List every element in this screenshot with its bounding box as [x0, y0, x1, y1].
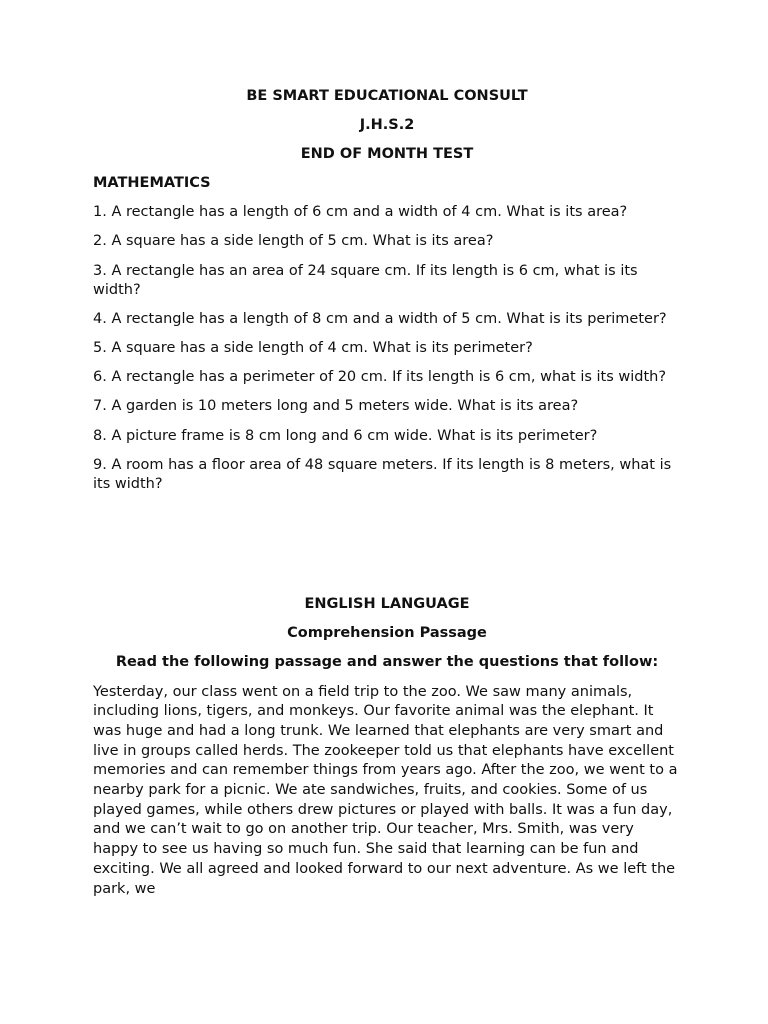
passage-instruction: Read the following passage and answer the questions that follow:: [115, 654, 659, 671]
section-spacer: [93, 504, 681, 595]
mathematics-heading: MATHEMATICS: [93, 175, 211, 192]
test-name: END OF MONTH TEST: [300, 146, 474, 163]
math-question: 7. A garden is 10 meters long and 5 meters wide. What is its area?: [93, 398, 579, 415]
math-question: 1. A rectangle has a length of 6 cm and a width of 4 cm. What is its area?: [93, 204, 628, 221]
math-question: 3. A rectangle has an area of 24 square cm. If its length is 6 cm, what is its width?: [93, 262, 638, 299]
english-heading: ENGLISH LANGUAGE: [304, 596, 470, 613]
math-question-list: [93, 203, 681, 494]
math-question: 9. A room has a floor area of 48 square meters. If its length is 8 meters, what is its width?: [93, 456, 672, 493]
math-question: 4. A rectangle has a length of 8 cm and a width of 5 cm. What is its perimeter?: [93, 311, 667, 328]
comprehension-passage: Yesterday, our class went on a field trip to the zoo. We saw many animals, including lions, tigers, and monkeys. Our favorite animal was the elephant. It was huge and had a long trunk. We learned that elephants are very smart and live in groups called herds. The zookeeper told us that elephants have excellent memories and can remember things from years ago. After the zoo, we went to a nearby park for a picnic. We ate sandwiches, fruits, and cookies. Some of us played games, while others drew pictures or played with balls. It was a fun day, and we can’t wait to go on another trip. Our teacher, Mrs. Smith, was very happy to see us having so much fun. She said that learning can be fun and exciting. We all agreed and looked forward to our next adventure. As we left the park, we: [93, 683, 678, 897]
math-question: 6. A rectangle has a perimeter of 20 cm. If its length is 6 cm, what is its width?: [93, 369, 667, 386]
math-question: 8. A picture frame is 8 cm long and 6 cm wide. What is its perimeter?: [93, 427, 598, 444]
comprehension-subtitle: Comprehension Passage: [287, 625, 487, 642]
document-page: [93, 87, 681, 899]
school-name: BE SMART EDUCATIONAL CONSULT: [246, 88, 528, 104]
math-question: 2. A square has a side length of 5 cm. What is its area?: [93, 233, 494, 250]
math-question: 5. A square has a side length of 4 cm. What is its perimeter?: [93, 340, 533, 357]
class-level: J.H.S.2: [359, 117, 415, 134]
